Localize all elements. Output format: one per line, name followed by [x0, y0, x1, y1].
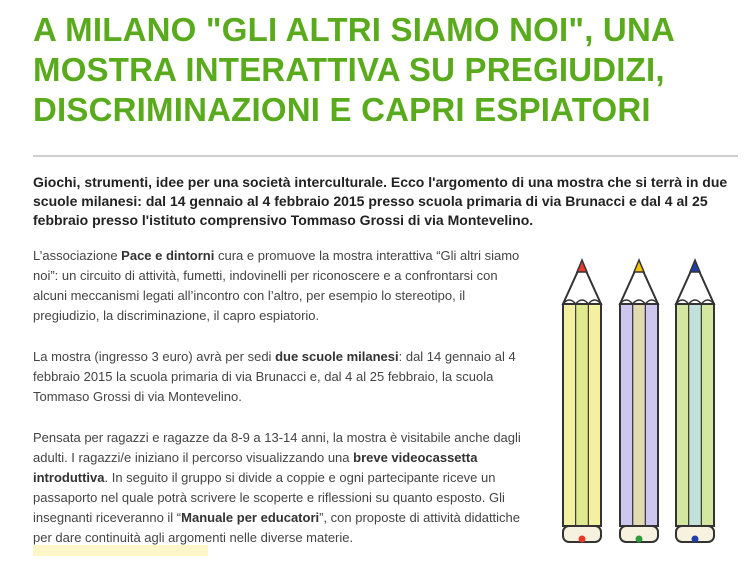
three-pencils-illustration [548, 254, 738, 554]
pencil-2 [620, 260, 658, 543]
pencil-tip [577, 260, 587, 272]
p3-text-a: Pensata per ragazzi e ragazze da 8-9 a 13-14 anni, la mostra è visitabile anche dagli adulti. I ragazzi/e iniziano il percorso visualizzando una [33, 430, 521, 465]
paragraph-association [33, 246, 533, 326]
p1-text-b: cura e promuove la mostra interattiva “Gli altri siamo noi”: un circuito di attività, fumetti, indovinelli per riconoscere e a confrontarsi con alcuni meccanismi legati all’incontro con l’altro, per esempio lo stereotipo, il pregiudizio, la discriminazione, il capro espiatorio. [33, 248, 520, 323]
pencil-tip [690, 260, 700, 272]
article-lead: Giochi, strumenti, idee per una società interculturale. Ecco l'argomento di una mostra che si terrà in due scuole milanesi: dal 14 gennaio al 4 febbraio 2015 presso scuola primaria di via Brunacci e dal 4 al 25 febbraio presso l'istituto comprensivo Tommaso Grossi di via Montevelino. [33, 174, 728, 228]
pencils-svg [548, 254, 738, 554]
p3-bold-videocassetta: breve videocassetta introduttiva [33, 450, 478, 485]
pencil-1 [563, 260, 601, 543]
paragraph-venues [33, 347, 533, 407]
pencil-3 [676, 260, 714, 543]
article-title [33, 10, 733, 130]
p1-text-a: L’associazione [33, 248, 122, 263]
title-line-2: MOSTRA INTERATTIVA SU PREGIUDIZI, [33, 51, 665, 88]
pencil-end-dot [692, 536, 699, 543]
p2-text-a: La mostra (ingresso 3 euro) avrà per sedi [33, 349, 276, 364]
p3-text-c: ”, con proposte di attività didattiche per dare continuità agli argomenti nelle diverse materie. [33, 510, 521, 545]
p2-bold-scuole: due scuole milanesi [275, 349, 399, 364]
article-body [33, 246, 533, 569]
paragraph-details [33, 428, 533, 548]
p3-bold-manuale: Manuale per educatori [181, 510, 320, 525]
title-line-3: DISCRIMINAZIONI E CAPRI ESPIATORI [33, 91, 651, 128]
pencil-end-dot [636, 536, 643, 543]
pencil-end-dot [579, 536, 586, 543]
title-divider [33, 155, 738, 157]
pencil-tip [634, 260, 644, 272]
p2-text-b: : dal 14 gennaio al 4 febbraio 2015 la scuola primaria di via Brunacci e, dal 4 al 25 febbraio, la scuola Tommaso Grossi di via Montevelino. [33, 349, 516, 404]
title-line-1: A MILANO "GLI ALTRI SIAMO NOI", UNA [33, 11, 676, 48]
p1-bold-pace-e-dintorni: Pace e dintorni [121, 248, 215, 263]
p3-text-b: . In seguito il gruppo si divide a coppie e ogni partecipante riceve un passaporto nel quale potrà scrivere le scoperte e riflessioni su quanto esposto. Gli insegnanti riceveranno il “ [33, 470, 505, 525]
bottom-highlight-strip [33, 545, 208, 556]
